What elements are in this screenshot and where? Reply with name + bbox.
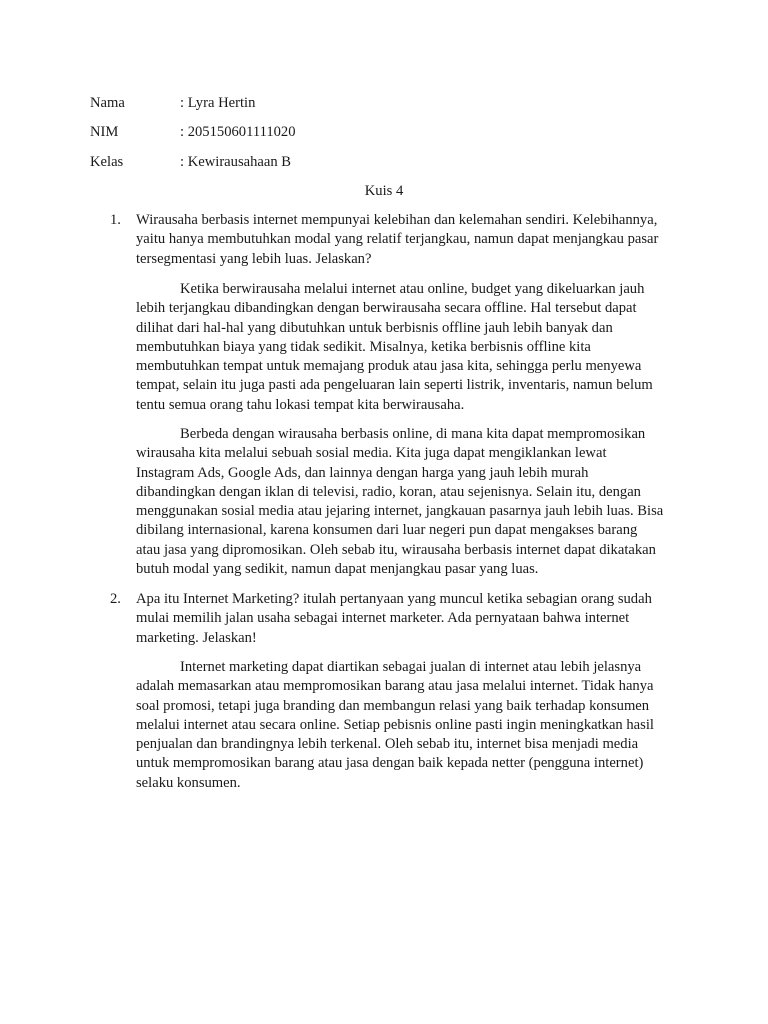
class-value: : Kewirausahaan B — [180, 153, 291, 172]
info-row-name — [90, 94, 590, 114]
question-number: 2. — [110, 591, 121, 607]
question-text: Apa itu Internet Marketing? itulah pertanyaan yang muncul ketika sebagian orang sudah mulai memilih jalan usaha sebagai internet marketer. Ada pernyataan bahwa internet marketing. Jelaskan! — [136, 591, 652, 646]
quiz-title: Kuis 4 — [364, 183, 404, 199]
answer-paragraph: Berbeda dengan wirausaha berbasis online, di mana kita dapat mempromosikan wirausaha kita melalui sebuah sosial media. Kita juga dapat mengiklankan lewat Instagram Ads, Google Ads, dan lainnya dengan harga yang jauh lebih murah dibandingkan dengan iklan di televisi, radio, koran, atau sejenisnya. Selain itu, dengan menggunakan sosial media atau jejaring internet, jangkauan pasarnya jauh lebih luas. Bisa dibilang internasional, karena konsumen dari luar negeri pun dapat mengakses barang atau jasa yang dipromosikan. Oleh sebab itu, wirausaha berbasis internet dapat dikatakan butuh modal yang sedikit, namun dapat menjangkau pasar yang luas. — [136, 426, 664, 578]
info-row-class — [90, 153, 590, 173]
class-label: Kelas — [90, 154, 124, 170]
info-row-nim — [90, 123, 590, 143]
name-value: : Lyra Hertin — [180, 94, 255, 113]
name-label: Nama — [90, 95, 125, 111]
question-text: Wirausaha berbasis internet mempunyai kelebihan dan kelemahan sendiri. Kelebihannya, yaitu hanya membutuhkan modal yang relatif terjangkau, namun dapat menjangkau pasar tersegmentasi yang lebih luas. Jelaskan? — [136, 212, 659, 267]
answer-paragraph: Internet marketing dapat diartikan sebagai jualan di internet atau lebih jelasnya adalah memasarkan atau mempromosikan barang atau jasa melalui internet. Tidak hanya soal promosi, tetapi juga branding dan membangun relasi yang baik terhadap konsumen melalui internet atau secara online. Setiap pebisnis online pasti ingin meningkatkan hasil penjualan dan brandingnya lebih terkenal. Oleh sebab itu, internet bisa menjadi media untuk mempromosikan barang atau jasa dengan baik kepada netter (pengguna internet) selaku konsumen. — [136, 659, 654, 791]
answer-paragraph: Ketika berwirausaha melalui internet atau online, budget yang dikeluarkan jauh lebih terjangkau dibandingkan dengan berwirausaha secara offline. Hal tersebut dapat dilihat dari hal-hal yang dibutuhkan untuk berbisnis offline jauh lebih banyak dan membutuhkan biaya yang tidak sedikit. Misalnya, ketika berbisnis offline kita membutuhkan tempat untuk memajang produk atau jasa kita, sehingga perlu menyewa tempat, selain itu juga pasti ada pengeluaran lain seperti listrik, inventaris, namun belum tentu semua orang tahu lokasi tempat kita berwirausaha. — [136, 281, 653, 413]
nim-value: : 205150601111020 — [180, 123, 296, 142]
question-number: 1. — [110, 212, 121, 228]
nim-label: NIM — [90, 124, 119, 140]
